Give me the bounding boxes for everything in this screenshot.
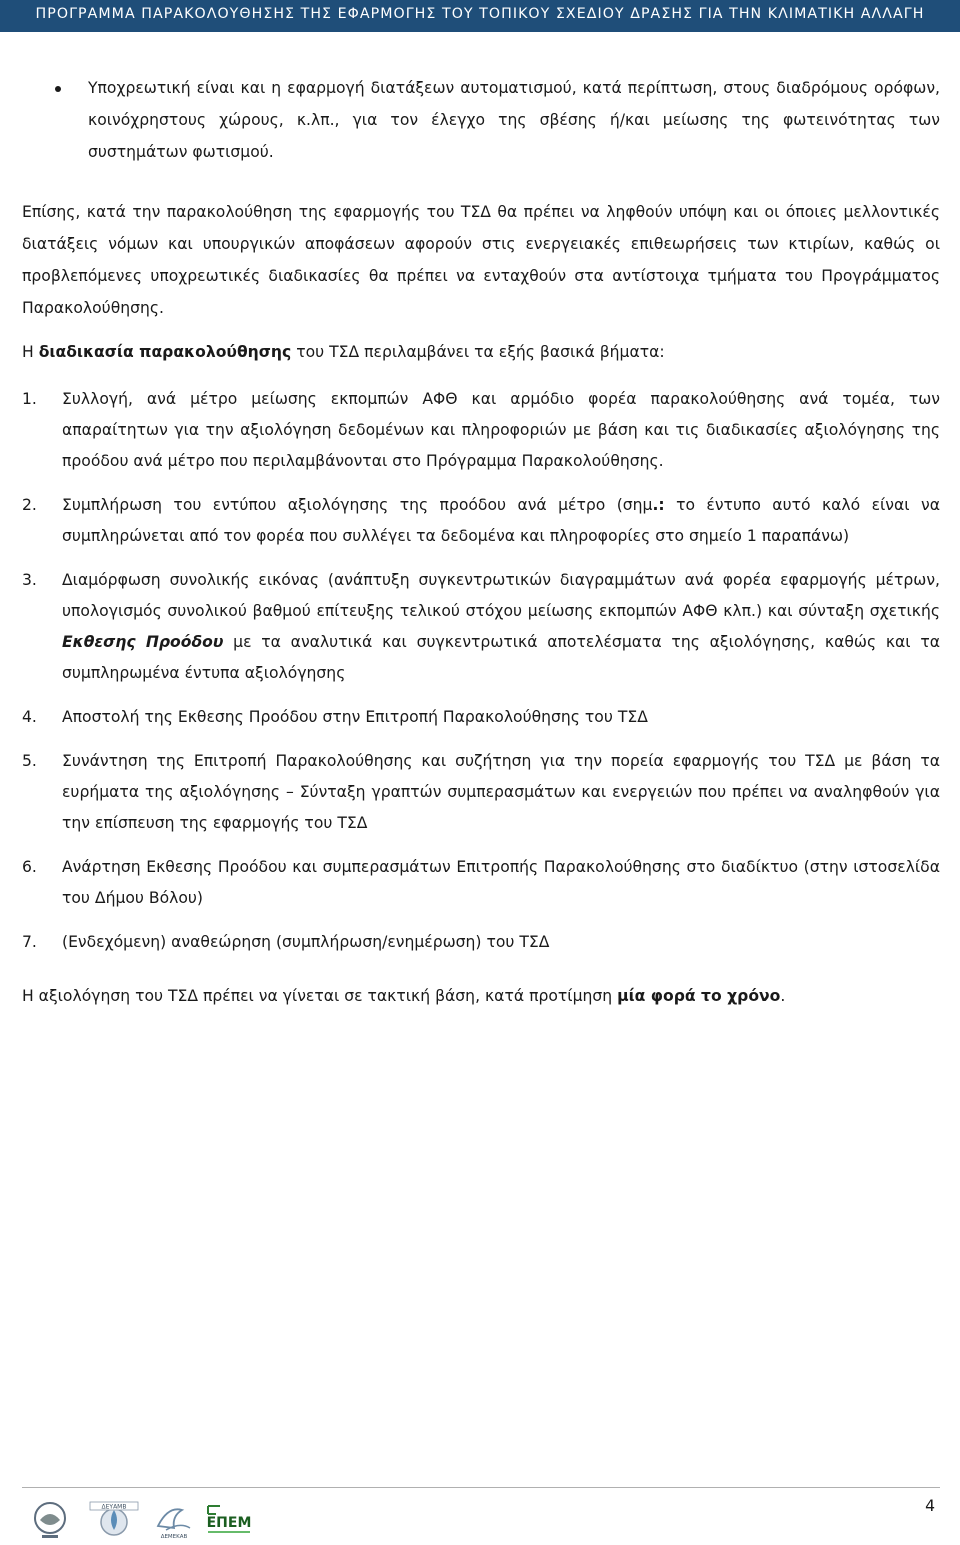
step-text-post: το έντυπο αυτό καλό είναι να συμπληρώνεται από τον φορέα που συλλέγει τα δεδομένα και πληροφορίες στο σημείο 1 παραπάνω) — [62, 496, 940, 545]
header-title: ΠΡΟΓΡΑΜΜΑ ΠΑΡΑΚΟΛΟΥΘΗΣΗΣ ΤΗΣ ΕΦΑΡΜΟΓΗΣ ΤΟΥ ΤΟΠΙΚΟΥ ΣΧΕΔΙΟΥ ΔΡΑΣΗΣ ΓΙΑ ΤΗΝ ΚΛΙΜΑΤΙΚΗ ΑΛΛΑΓΗ — [35, 6, 925, 22]
step-text: (Ενδεχόμενη) αναθεώρηση (συμπλήρωση/ενημέρωση) του ΤΣΔ — [62, 933, 550, 951]
deyamb-logo-icon — [86, 1500, 142, 1540]
municipality-volos-logo-icon — [32, 1500, 68, 1540]
step-text-post: με τα αναλυτικά και συγκεντρωτικά αποτελέσματα της αξιολόγησης, καθώς και τα συμπληρωμένα έντυπα αξιολόγησης — [62, 633, 940, 682]
step-item-1 — [22, 384, 940, 477]
footer-logos — [22, 1500, 252, 1540]
document-body — [22, 72, 940, 1012]
closing-pre: Η αξιολόγηση του ΤΣΔ πρέπει να γίνεται σε τακτική βάση, κατά προτίμηση — [22, 987, 618, 1005]
step-item-2 — [22, 490, 940, 552]
step-text-pre: Συμπλήρωση του εντύπου αξιολόγησης της προόδου ανά μέτρο (σημ — [62, 496, 653, 514]
demekav-logo-icon — [152, 1500, 196, 1540]
closing-post: . — [780, 987, 786, 1005]
footer-rule — [22, 1487, 940, 1488]
step-text-bold-italic: Εκθεσης Προόδου — [62, 633, 224, 651]
step-number: 7. — [22, 933, 37, 951]
step-number: 2. — [22, 496, 37, 514]
step-text: Ανάρτηση Εκθεσης Προόδου και συμπερασμάτων Επιτροπής Παρακολούθησης στο διαδίκτυο (στην ιστοσελίδα του Δήμου Βόλου) — [62, 858, 940, 907]
deyamb-logo-text: ΔΕΥΑΜΒ — [101, 1503, 127, 1511]
header-band — [0, 0, 960, 32]
step-number: 5. — [22, 752, 37, 770]
step-item-5 — [22, 746, 940, 839]
step-text: Συλλογή, ανά μέτρο μείωσης εκπομπών ΑΦΘ και αρμόδιο φορέα παρακολούθησης ανά τομέα, των απαραίτητων για την αξιολόγηση δεδομένων και πληροφοριών με βάση και τις διαδικασίες αξιολόγησης της προόδου ανά μέτρο που περιλαμβάνονται στο Πρόγραμμα Παρακολούθησης. — [62, 390, 940, 470]
epem-logo-icon — [204, 1500, 254, 1540]
step-item-4 — [22, 702, 940, 733]
step-text-bold: .: — [652, 496, 665, 514]
epem-logo-text: ΕΠΕΜ — [206, 1515, 252, 1531]
step-number: 1. — [22, 390, 37, 408]
closing-paragraph — [22, 980, 940, 1012]
bullet-text: Υποχρεωτική είναι και η εφαρμογή διατάξεων αυτοματισμού, κατά περίπτωση, στους διαδρόμους ορόφων, κοινόχρηστους χώρους, κ.λπ., για τον έλεγχο της σβέσης ή/και μείωσης της φωτεινότητας των συστημάτων φωτισμού. — [88, 79, 940, 161]
step-item-7 — [22, 927, 940, 958]
step-text: Συνάντηση της Επιτροπή Παρακολούθησης και συζήτηση για την πορεία εφαρμογής του ΤΣΔ με βάση τα ευρήματα της αξιολόγησης – Σύνταξη γραπτών συμπερασμάτων και ενεργειών που πρέπει να αναληφθούν για την επίσπευση της εφαρμογής του ΤΣΔ — [62, 752, 940, 832]
steps-list — [22, 384, 940, 958]
process-intro-pre: Η — [22, 343, 39, 361]
demekav-logo-text: ΔΕΜΕΚΑΒ — [160, 1534, 188, 1540]
process-intro-bold: διαδικασία παρακολούθησης — [38, 343, 292, 361]
bullet-dot-icon — [55, 86, 61, 92]
process-intro-post: του ΤΣΔ περιλαμβάνει τα εξής βασικά βήματα: — [291, 343, 665, 361]
step-number: 6. — [22, 858, 37, 876]
page-number: 4 — [925, 1497, 935, 1515]
paragraph-process-intro — [22, 336, 940, 368]
step-item-6 — [22, 852, 940, 914]
step-number: 3. — [22, 571, 37, 589]
bullet-item — [22, 72, 940, 168]
paragraph-monitoring-regulations: Επίσης, κατά την παρακολούθηση της εφαρμογής του ΤΣΔ θα πρέπει να ληφθούν υπόψη και οι όποιες μελλοντικές διατάξεις νόμων και υπουργικών αποφάσεων αφορούν στις ενεργειακές επιθεωρήσεις των κτιρίων, καθώς οι προβλεπόμενες υποχρεωτικές διαδικασίες θα πρέπει να ενταχθούν στα αντίστοιχα τμήματα του Προγράμματος Παρακολούθησης. — [22, 203, 940, 317]
step-text: Αποστολή της Εκθεσης Προόδου στην Επιτροπή Παρακολούθησης του ΤΣΔ — [62, 708, 648, 726]
step-text-pre: Διαμόρφωση συνολικής εικόνας (ανάπτυξη συγκεντρωτικών διαγραμμάτων ανά φορέα εφαρμογής μέτρων, υπολογισμός συνολικού βαθμού επίτευξης τελικού στόχου μείωσης εκπομπών ΑΦΘ κλπ.) και σύνταξη σχετικής — [62, 571, 940, 620]
step-item-3 — [22, 565, 940, 689]
closing-bold: μία φορά το χρόνο — [617, 987, 781, 1005]
step-number: 4. — [22, 708, 37, 726]
